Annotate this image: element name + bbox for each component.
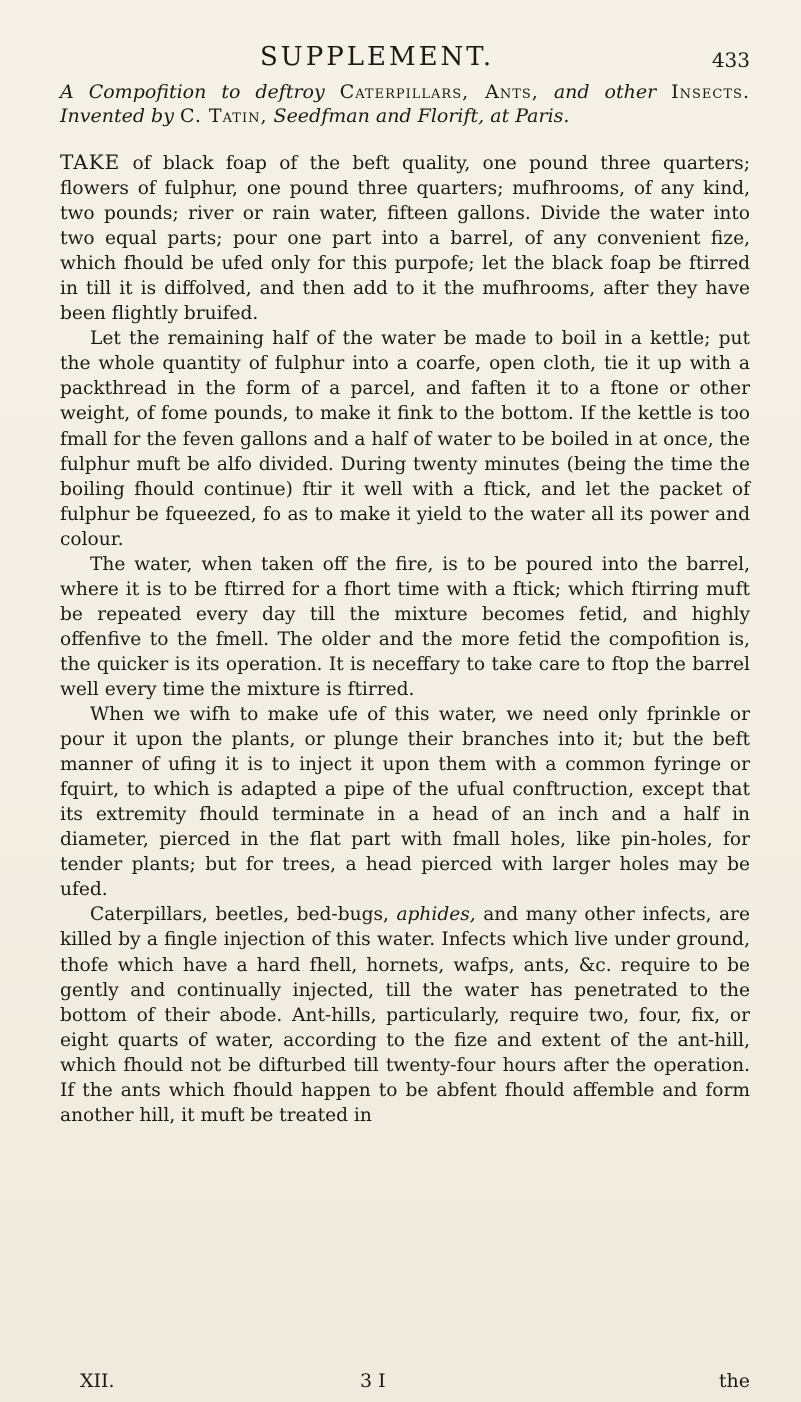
paragraph-5-rest: and many other infects, are killed by a fingle injection of this water. Infects which live under ground, thofe which have a hard fhell, hornets, wafps, ants, &c. require to be gently and continually injected, till the water has penetrated to the bottom of their abode. Ant-hills, particularly, require two, four, fix, or eight quarts of water, according to the fize and extent of the ant-hill, which fhould not be difturbed till twenty-four hours after the operation. If the ants which fhould happen to be abfent fhould affemble and form another hill, it muft be treated in [60, 904, 750, 1126]
page-number: 433 [711, 48, 750, 72]
paragraph-1 [60, 150, 750, 326]
paragraph-lead-word: TAKE [60, 150, 121, 174]
paragraph-3: The water, when taken off the fire, is to be poured into the barrel, where it is to be ftirred for a fhort time with a ftick; which ftirring muft be repeated every day till the mixture becomes fetid, and highly offenfive to the fmell. The older and the more fetid the compofition is, the quicker is its operation. It is neceffary to take care to ftop the barrel well every time the mixture is ftirred. [60, 553, 750, 700]
title-subject: Caterpillars, Ants, [339, 81, 539, 103]
title-author: C. Tatin, [179, 105, 268, 127]
title-profession: Seedfman and Florift, at Paris. [273, 105, 570, 127]
running-title: SUPPLEMENT. [260, 42, 495, 72]
volume-number: XII. [80, 1370, 115, 1392]
body-text [60, 150, 750, 1128]
paragraph-5 [60, 902, 750, 1127]
page-header [60, 42, 750, 82]
title-invented-by: Invented by [60, 105, 174, 127]
section-title [60, 80, 750, 128]
paragraph-1-text: of black foap of the beft quality, one pound three quarters; flowers of fulphur, one pound three quarters; mufhrooms, of any kind, two pounds; river or rain water, fifteen gallons. Divide the water into two equal parts; pour one part into a barrel, of any convenient fize, which fhould be ufed only for this purpofe; let the black foap be ftirred in till it is diffolved, and then add to it the mufhrooms, after they have been flightly bruifed. [60, 153, 750, 325]
title-prefix: A Compofition to deftroy [60, 81, 325, 103]
catchword: the [718, 1370, 750, 1392]
paragraph-5-italic: aphides, [396, 904, 476, 926]
title-and-other: and other [553, 81, 657, 103]
page-footer [60, 1370, 750, 1396]
paragraph-5-start: Caterpillars, beetles, bed-bugs, [90, 904, 389, 926]
title-insects: Insects. [671, 81, 750, 103]
paragraph-4: When we wifh to make ufe of this water, we need only fprinkle or pour it upon the plants, or plunge their branches into it; but the beft manner of ufing it is to inject it upon them with a common fyringe or fquirt, to which is adapted a pipe of the ufual conftruction, except that its extremity fhould terminate in a head of an inch and a half in diameter, pierced in the flat part with fmall holes, like pin-holes, for tender plants; but for trees, a head pierced with larger holes may be ufed. [60, 704, 750, 901]
signature-mark: 3 I [360, 1370, 386, 1392]
paragraph-2: Let the remaining half of the water be made to boil in a kettle; put the whole quantity of fulphur into a coarfe, open cloth, tie it up with a packthread in the form of a parcel, and faften it to a ftone or other weight, of fome pounds, to make it fink to the bottom. If the kettle is too fmall for the feven gallons and a half of water to be boiled in at once, the fulphur muft be alfo divided. During twenty minutes (being the time the boiling fhould continue) ftir it well with a ftick, and let the packet of fulphur be fqueezed, fo as to make it yield to the water all its power and colour. [60, 328, 750, 550]
